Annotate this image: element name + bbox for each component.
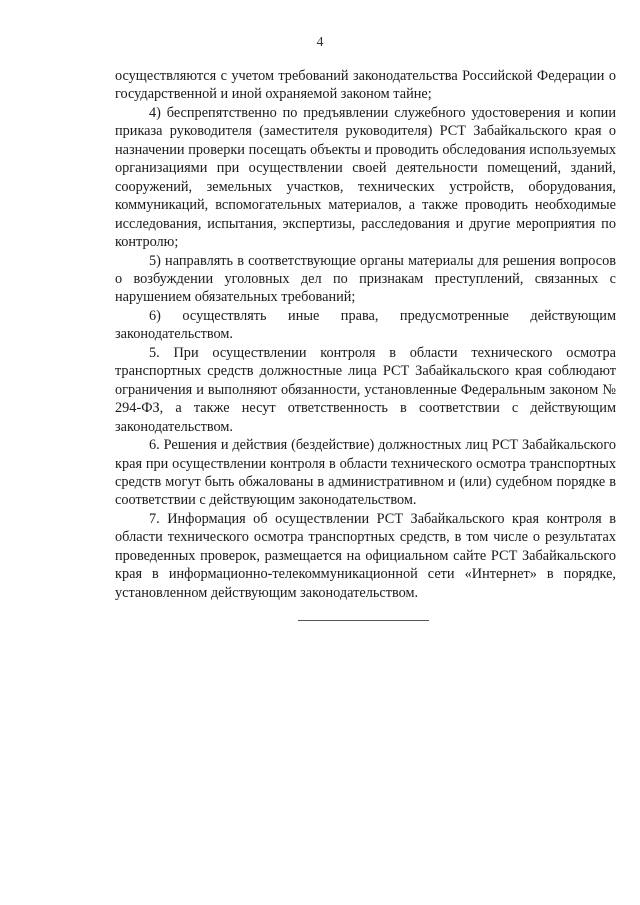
page-number: 4 (316, 35, 324, 50)
paragraph-section-5: 5. При осуществлении контроля в области технического осмотра транспортных средств должностные лица РСТ Забайкальского края соблюдают ограничения и выполняют обязанности, установленные Федеральным законом № 294-ФЗ, а также несут ответственность в соответствии с действующим законодательством. (115, 344, 616, 435)
document-body (115, 67, 616, 602)
paragraph-item-5: 5) направлять в соответствующие органы материалы для решения вопросов о возбуждении уголовных дел по признакам преступлений, связанных с нарушением обязательных требований; (115, 252, 616, 306)
paragraph-continuation: осуществляются с учетом требований законодательства Российской Федерации о государственной и иной охраняемой законом тайне; (115, 68, 616, 103)
paragraph-item-4: 4) беспрепятственно по предъявлении служебного удостоверения и копии приказа руководителя (заместителя руководителя) РСТ Забайкальского края о назначении проверки посещать объекты и проводить обследования используемых организациями при осуществлении своей деятельности помещений, зданий, сооружений, земельных участков, технических устройств, оборудования, коммуникаций, вспомогательных материалов, а также проводить необходимые исследования, испытания, экспертизы, расследования и другие мероприятия по контролю; (115, 104, 616, 251)
paragraph-section-7: 7. Информация об осуществлении РСТ Забайкальского края контроля в области технического осмотра транспортных средств, в том числе о результатах проведенных проверок, размещается на официальном сайте РСТ Забайкальского края в информационно-телекоммуникационной сети «Интернет» в порядке, установленном действующим законодательством. (115, 510, 616, 601)
end-separator-line (298, 620, 429, 621)
paragraph-item-6: 6) осуществлять иные права, предусмотренные действующим законодательством. (115, 307, 616, 343)
paragraph-section-6: 6. Решения и действия (бездействие) должностных лиц РСТ Забайкальского края при осуществлении контроля в области технического осмотра транспортных средств могут быть обжалованы в административном и (или) судебном порядке в соответствии с действующим законодательством. (115, 437, 616, 509)
